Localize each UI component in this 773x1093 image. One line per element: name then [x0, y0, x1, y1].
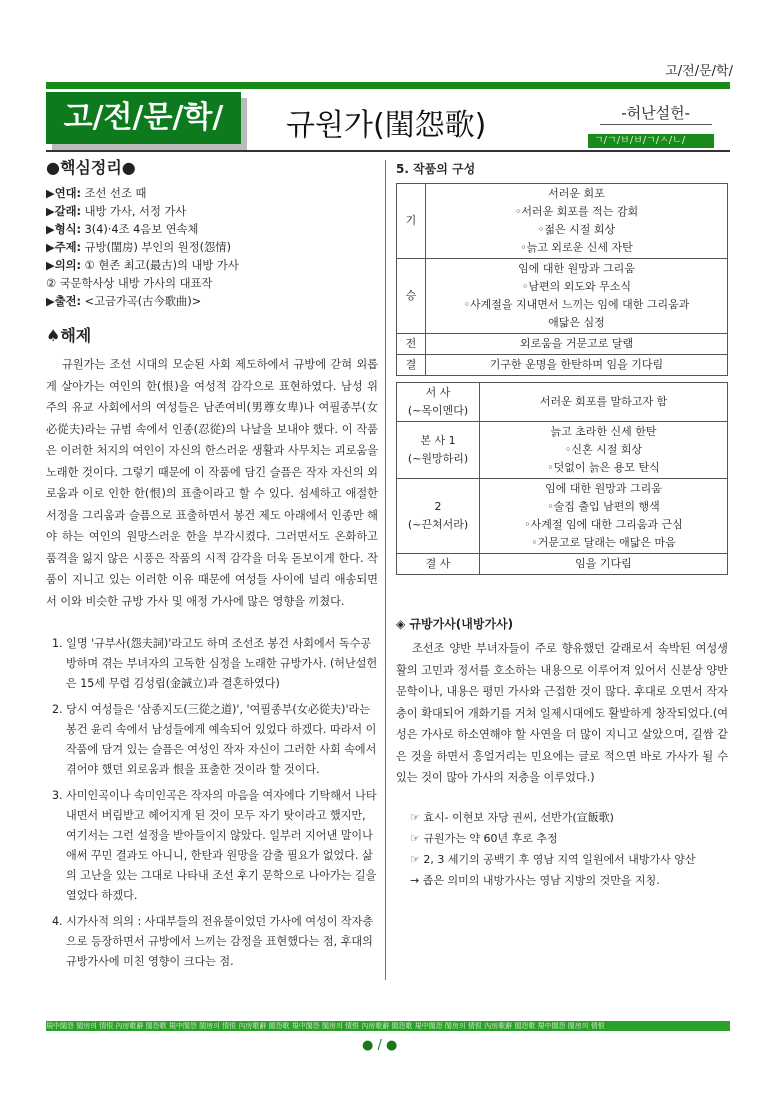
detail-stage-line: 서 사: [425, 386, 451, 399]
detail-stage: [397, 554, 480, 575]
detail-row: [397, 479, 728, 554]
reference-item: ☞ 2, 3 세기의 공백기 후 영남 지역 일원에서 내방가사 양산: [410, 852, 696, 866]
detail-stage-line: (~목이멘다): [407, 404, 469, 417]
author-underline: [600, 124, 712, 125]
reference-item: ☞ 효시- 이현보 자당 권씨, 선반가(宣飯歌): [410, 810, 614, 824]
core-summary-title: ●핵심정리●: [46, 158, 136, 177]
detail-line: ◦덧없이 늙은 용모 탄식: [547, 461, 660, 474]
structure-content: [426, 334, 728, 355]
column-divider: [385, 160, 386, 980]
summary-row: [46, 294, 378, 310]
detail-row: [397, 422, 728, 479]
detail-stage-line: 2: [434, 500, 442, 513]
detail-line: ◦술집 출입 남편의 행색: [547, 500, 660, 513]
top-tag: 고/전/문/학/: [665, 64, 733, 79]
summary-key: ▶의의:: [46, 259, 82, 272]
structure-line: ◦서러운 회포를 적는 감회: [514, 205, 639, 218]
summary-key: ▶연대:: [46, 187, 82, 200]
structure-stage: 전: [397, 334, 426, 355]
left-column: [46, 160, 378, 978]
detail-row: [397, 554, 728, 575]
structure-stage: 승: [397, 259, 426, 334]
structure-row: [397, 259, 728, 334]
section-badge: 고/전/문/학/: [46, 92, 241, 144]
header: [46, 92, 730, 154]
summary-row: [46, 204, 378, 220]
detail-line: ◦신혼 시절 회상: [564, 443, 643, 456]
structure-content: [426, 259, 728, 334]
detail-stage: [397, 422, 480, 479]
detail-line: 임에 대한 원망과 그리움: [545, 482, 662, 495]
structure-line: 애닯은 심정: [548, 316, 605, 329]
notes-list: [46, 634, 378, 972]
summary-row: [46, 240, 378, 256]
structure-line: 임에 대한 원망과 그리움: [518, 262, 635, 275]
detail-line: 늙고 초라한 신세 한탄: [550, 425, 657, 438]
summary-value: 규방(閨房) 부인의 원정(怨情): [81, 241, 232, 254]
structure-line: 서러운 회포: [548, 187, 605, 200]
header-rule: [46, 150, 730, 152]
structure-row: [397, 184, 728, 259]
note-item: 2. 당시 여성들은 '삼종지도(三從之道)', '여필종부(女必從夫)'라는 봉건 윤리 속에서 남성들에게 예속되어 있었다 하겠다. 따라서 이 작품에 담겨 있는 슬픔은 여성인 작자 자신이 그러한 사회 속에서 겪어야 했던 외로움과 恨을 표출한 것이라 할 것이다.: [52, 703, 377, 776]
reference-item: → 좁은 의미의 내방가사는 영남 지방의 것만을 지칭.: [410, 873, 660, 887]
detail-line: 서러운 회포를 말하고자 함: [539, 395, 668, 408]
structure-row: [397, 334, 728, 355]
page-number: ● / ●: [362, 1038, 398, 1053]
detail-content: [480, 554, 728, 575]
gyubang-paragraph: 조선조 양반 부녀자들이 주로 향유했던 갈래로서 속박된 여성생활의 고민과 정서를 호소하는 내용으로 이루어져 있어서 신분상 양반 문학이나, 내용은 평민 가사와 근접한 것이 많다. 후대로 오면서 작자층이 확대되어 개화기를 거쳐 일제시대에도 활발하게 창작되었다.(여성은 가사로 하소연해야 할 사연을 더 많이 지니고 살았으며, 길쌈 같은 것을 하면서 흥얼거리는 민요에는 글로 적으면 바로 가사가 될 수 있는 것이 많아 가사의 저층을 이루었다.): [396, 642, 728, 784]
summary-value: 3(4)·4조 4음보 연속체: [81, 223, 199, 236]
structure-stage: 기: [397, 184, 426, 259]
summary-value: ② 국문학사상 내방 가사의 대표작: [46, 277, 213, 290]
note-item: 4. 시가사적 의의 : 사대부들의 전유물이었던 가사에 여성이 작자층으로 등장하면서 규방에서 느끼는 감정을 표현했다는 점, 후대의 규방가사에 미친 영향이 크다는 점.: [52, 915, 374, 968]
detail-line: ◦사계절 임에 대한 그리움과 근심: [524, 518, 683, 531]
detail-row: [397, 383, 728, 422]
detail-stage-line: 결 사: [425, 557, 451, 570]
detail-stage-line: (~원망하리): [407, 452, 469, 465]
core-summary-list: [46, 186, 378, 310]
detail-content: [480, 479, 728, 554]
right-column: [396, 160, 728, 891]
gyubang-title: ◈ 규방가사(내방가사): [396, 617, 514, 631]
structure-line: ◦젊은 시절 회상: [537, 223, 616, 236]
summary-key: ▶갈래:: [46, 205, 82, 218]
structure-line: ◦늙고 외로운 신세 자탄: [520, 241, 633, 254]
summary-row: [46, 276, 378, 292]
summary-key: ▶형식:: [46, 223, 82, 236]
structure-line: 외로움을 거문고로 달램: [519, 337, 634, 350]
analysis-title: ♠해제: [46, 326, 92, 345]
note-item: 1. 일명 '규부사(怨夫詞)'라고도 하며 조선조 봉건 사회에서 독수공방하며 겪는 부녀자의 고독한 심정을 노래한 규방가사. (허난설헌은 15세 무렵 김성립(金誠立)과 결혼하였다): [52, 637, 378, 690]
summary-key: ▶주제:: [46, 241, 82, 254]
summary-row: [46, 222, 378, 238]
summary-row: [46, 186, 378, 202]
reference-item: ☞ 규원가는 약 60년 후로 추정: [410, 831, 558, 845]
detail-stage-line: (~끈쳐서라): [407, 518, 469, 531]
detail-line: ◦거문고로 달래는 애닯은 마음: [531, 536, 676, 549]
author: -허난설헌-: [621, 104, 690, 122]
summary-key: ▶출전:: [46, 295, 82, 308]
summary-row: [46, 258, 378, 274]
structure-title: 5. 작품의 구성: [396, 162, 476, 176]
summary-value: 내방 가사, 서정 가사: [81, 205, 187, 218]
page-title: 규원가(閨怨歌): [286, 108, 487, 143]
analysis-paragraph: 규원가는 조선 시대의 모순된 사회 제도하에서 규방에 갇혀 외롭게 살아가는 여인의 한(恨)을 여성적 감각으로 표현하였다. 남성 위주의 유교 사회에서의 여성들은 남존여비(男尊女卑)나 여필종부(女必從夫)라는 규범 속에서 인종(忍從)의 나날을 보내야 했다. 이 작품은 이러한 처지의 여인이 자신의 한스러운 생활과 사무치는 괴로움을 노래한 것이다. 그렇기 때문에 이 작품에 담긴 슬픔은 작자 자신의 외로움과 이로 인한 한(恨)의 표출이라고 할 수 있다. 섬세하고 애절한 서정을 그리움과 슬픔으로 표출하면서 봉건 제도 아래에서 인종만 해야 하는 여인의 원망스러운 한을 부각시켰다. 그러면서도 온화하고 품격을 잃지 않은 시풍은 작품의 시적 감각을 더욱 돋보이게 한다. 작품이 지니고 있는 이러한 이유 때문에 여성들 사이에 널리 애송되면서 이와 비슷한 규방 가사 및 애정 가사에 많은 영향을 끼쳤다.: [46, 358, 378, 608]
detail-stage: [397, 383, 480, 422]
summary-value: ① 현존 최고(最古)의 내방 가사: [81, 259, 239, 272]
detail-content: [480, 422, 728, 479]
detail-content: [480, 383, 728, 422]
reference-list: [396, 807, 728, 891]
structure-detail-table: [396, 382, 728, 575]
note-item: 3. 사미인곡이나 속미인곡은 작자의 마음을 여자에다 기탁해서 나타내면서 버림받고 헤어지게 된 것이 모두 자기 탓이라고 했지만, 여기서는 그런 설정을 받아들이지 않았다. 일부러 지어낸 말이나 애써 꾸민 결과도 아니니, 한탄과 원망을 감출 필요가 없었다. 삶의 고난을 있는 그대로 나타내 조선 후기 문학으로 나아가는 길을 열었다 하겠다.: [52, 789, 377, 902]
detail-stage: [397, 479, 480, 554]
header-strip: ㄱ/ㄱ/ㅂ/ㅂ/ㄱ/ㅅ/ㄴ/: [588, 134, 714, 148]
structure-content: [426, 355, 728, 376]
summary-value: <고금가곡(古今歌曲)>: [81, 295, 202, 308]
footer-bar: 規中閨怨 閨房의 情恨 內房歌辭 閨怨歌 規中閨怨 閨房의 情恨 內房歌辭 閨怨歌 規中閨怨 閨房의 情恨 內房歌辭 閨怨歌 規中閨怨 閨房의 情恨 內房歌辭 閨怨歌 規中閨怨 閨房의 情恨: [46, 1021, 730, 1031]
detail-stage-line: 본 사 1: [420, 434, 456, 447]
structure-stage: 결: [397, 355, 426, 376]
top-divider: [46, 82, 730, 89]
structure-table: [396, 183, 728, 376]
summary-value: 조선 선조 때: [81, 187, 147, 200]
structure-row: [397, 355, 728, 376]
structure-line: ◦남편의 외도와 무소식: [521, 280, 632, 293]
structure-line: 기구한 운명을 한탄하며 임을 기다림: [489, 358, 664, 371]
structure-line: ◦사계절을 지내면서 느끼는 임에 대한 그리움과: [463, 298, 690, 311]
structure-content: [426, 184, 728, 259]
detail-line: 임을 기다림: [575, 557, 632, 570]
